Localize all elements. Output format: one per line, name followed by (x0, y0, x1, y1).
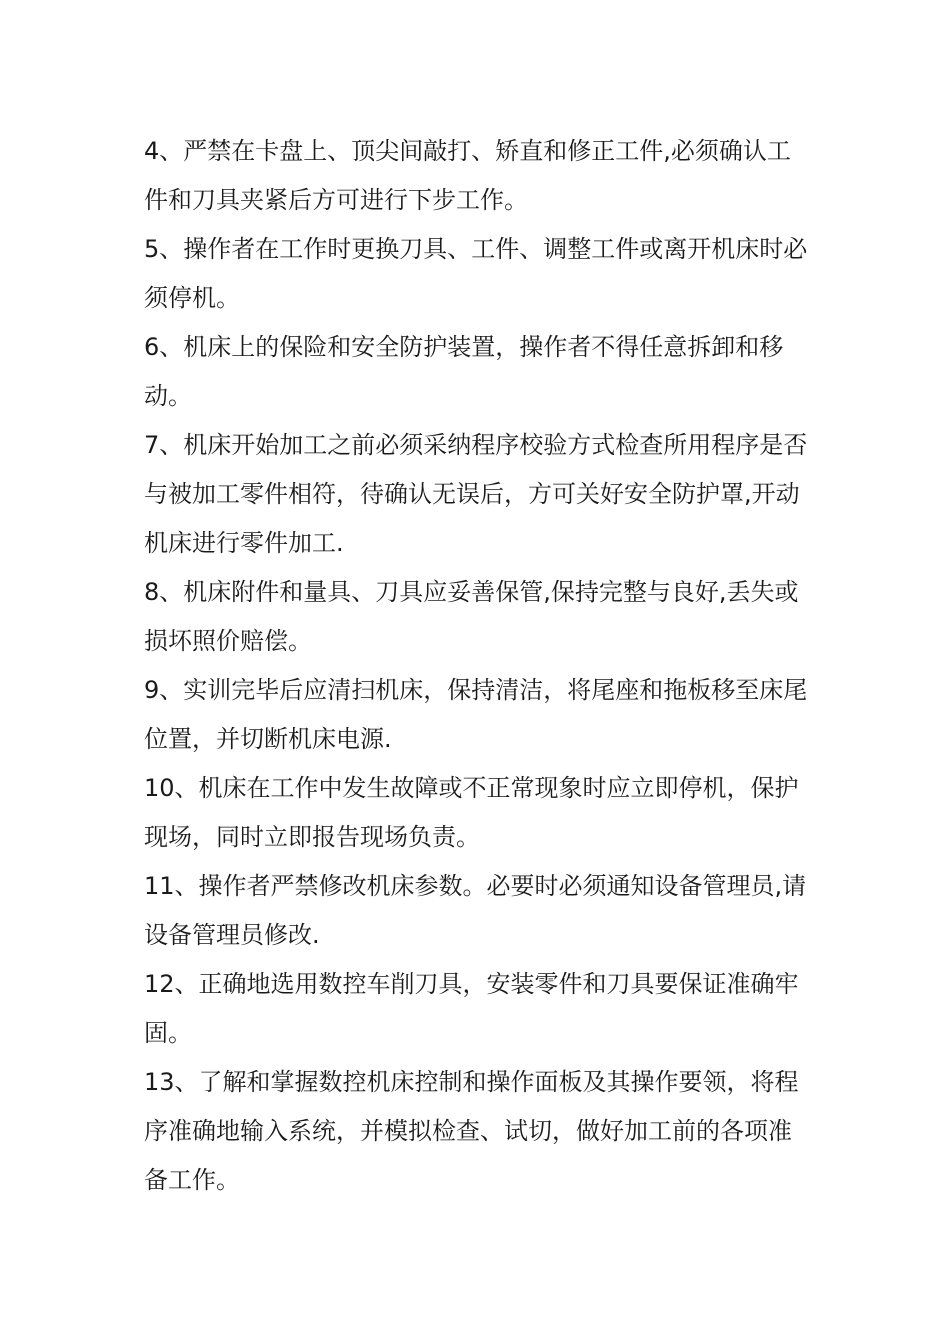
paragraph-rule-4: 4、严禁在卡盘上、顶尖间敲打、矫直和修正工件,必须确认工件和刀具夹紧后方可进行下步工作。 (144, 137, 791, 214)
paragraph-rule-5: 5、操作者在工作时更换刀具、工件、调整工件或离开机床时必须停机。 (144, 235, 808, 312)
paragraph-rule-9: 9、实训完毕后应清扫机床，保持清洁，将尾座和拖板移至床尾位置，并切断机床电源. (144, 676, 808, 753)
paragraph-rule-11: 11、操作者严禁修改机床参数。必要时必须通知设备管理员,请设备管理员修改. (144, 872, 807, 949)
paragraph-rule-12: 12、正确地选用数控车削刀具，安装零件和刀具要保证准确牢固。 (144, 970, 799, 1047)
paragraph-rule-6: 6、机床上的保险和安全防护装置，操作者不得任意拆卸和移动。 (144, 333, 784, 410)
paragraph-rule-8: 8、机床附件和量具、刀具应妥善保管,保持完整与良好,丢失或损坏照价赔偿。 (144, 578, 799, 655)
document-body (144, 127, 810, 1205)
paragraph-rule-13: 13、了解和掌握数控机床控制和操作面板及其操作要领，将程序准确地输入系统，并模拟检查、试切，做好加工前的各项准备工作。 (144, 1068, 799, 1194)
paragraph-rule-10: 10、机床在工作中发生故障或不正常现象时应立即停机，保护现场，同时立即报告现场负责。 (144, 774, 799, 851)
paragraph-rule-7: 7、机床开始加工之前必须采纳程序校验方式检查所用程序是否与被加工零件相符，待确认无误后，方可关好安全防护罩,开动机床进行零件加工. (144, 431, 808, 557)
